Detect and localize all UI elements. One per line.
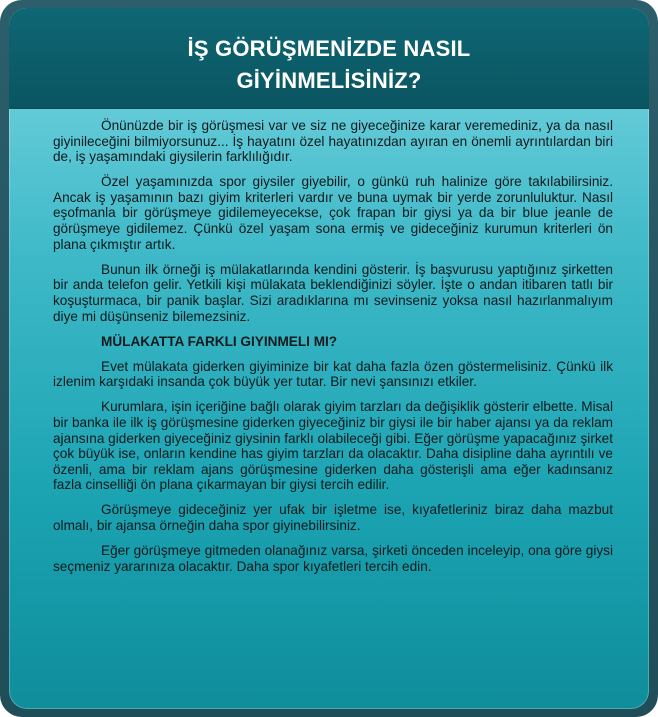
title-bar bbox=[9, 8, 649, 109]
section-heading: MÜLAKATTA FARKLI GIYINMELI MI? bbox=[101, 333, 338, 349]
paragraph-research: Eğer görüşmeye gitmeden olanağınız varsa, şirketi önceden inceleyip, ona göre giysi seçmeniz yararınıza olacaktır. Daha spor kıyafetleri tercih edin. bbox=[53, 543, 613, 574]
title-line-2: GİYİNMELİSİNİZ? bbox=[236, 68, 422, 93]
paragraph-first-impression: Evet mülakata giderken giyiminize bir kat daha fazla özen göstermelisiniz. Çünkü ilk izlenim karşıdaki insanda çok büyük yer tutar. Bir nevi şansınızı etkiler. bbox=[53, 358, 613, 390]
paragraph-institutions: Kurumlara, işin içeriğine bağlı olarak giyim tarzları da değişiklik gösterir elbette. Misal bir banka ile ilk iş görüşmesine giderken giyeceğiniz bir giysi ile bir haber ajansı ya da reklam ajansına giderken giyeceğiniz giysinin farklı olabileceği gibi. Eğer görüşme yapacağınız şirket çok büyük ise, onların kendine has giyim tarzları da olacaktır. Daha disipline daha ayrıntılı ve özenli, ama bir reklam ajans görüşmesine giderken daha gösterişli ama eğer kadınsanız fazla cinselliği ön plana çıkarmayan bir giysi tercih edilir. bbox=[53, 399, 613, 493]
title-line-1: İŞ GÖRÜŞMENİZDE NASIL bbox=[187, 36, 471, 61]
article-body bbox=[53, 118, 613, 584]
paragraph-intro: Önünüzde bir iş görüşmesi var ve siz ne giyeceğinize karar veremediniz, ya da nasıl giyinileceğini bilmiyorsunuz... İş hayatını özel hayatınızdan ayıran en önemli ayrıntılardan biri de, iş yaşamındaki giysilerin farklılığıdır. bbox=[53, 118, 613, 165]
page-title bbox=[9, 33, 649, 97]
article-card bbox=[9, 8, 649, 709]
paragraph-private-life: Özel yaşamınızda spor giysiler giyebilir, o günkü ruh halinize göre takılabilirsiniz. Ancak iş yaşamının bazı giyim kriterleri vardır ve buna uymak bir yerde zorunluluktur. Nasıl eşofmanla bir görüşmeye gidilemeyecekse, çok frapan bir giysi ya da bir blue jeanle de görüşmeye gidilemez. Çünkü özel yaşam sona ermiş ve gideceğiniz kurumun kriterleri ön plana çıkmıştır artık. bbox=[53, 174, 613, 252]
paragraph-first-example: Bunun ilk örneği iş mülakatlarında kendini gösterir. İş başvurusu yaptığınız şirketten bir anda telefon gelir. Yetkili kişi mülakata beklendiğinizi söyler. İşte o andan itibaren tatlı bir koşuşturmaca, bir panik başlar. Sizi aradıklarına mı sevinseniz yoksa nasıl hazırlanmalıyım diye mi düşünseniz bilemezsiniz. bbox=[53, 261, 613, 324]
paragraph-small-business: Görüşmeye gideceğiniz yer ufak bir işletme ise, kıyafetleriniz biraz daha mazbut olmalı, bir ajansa örneğin daha spor giyinebilirsiniz. bbox=[53, 502, 613, 534]
